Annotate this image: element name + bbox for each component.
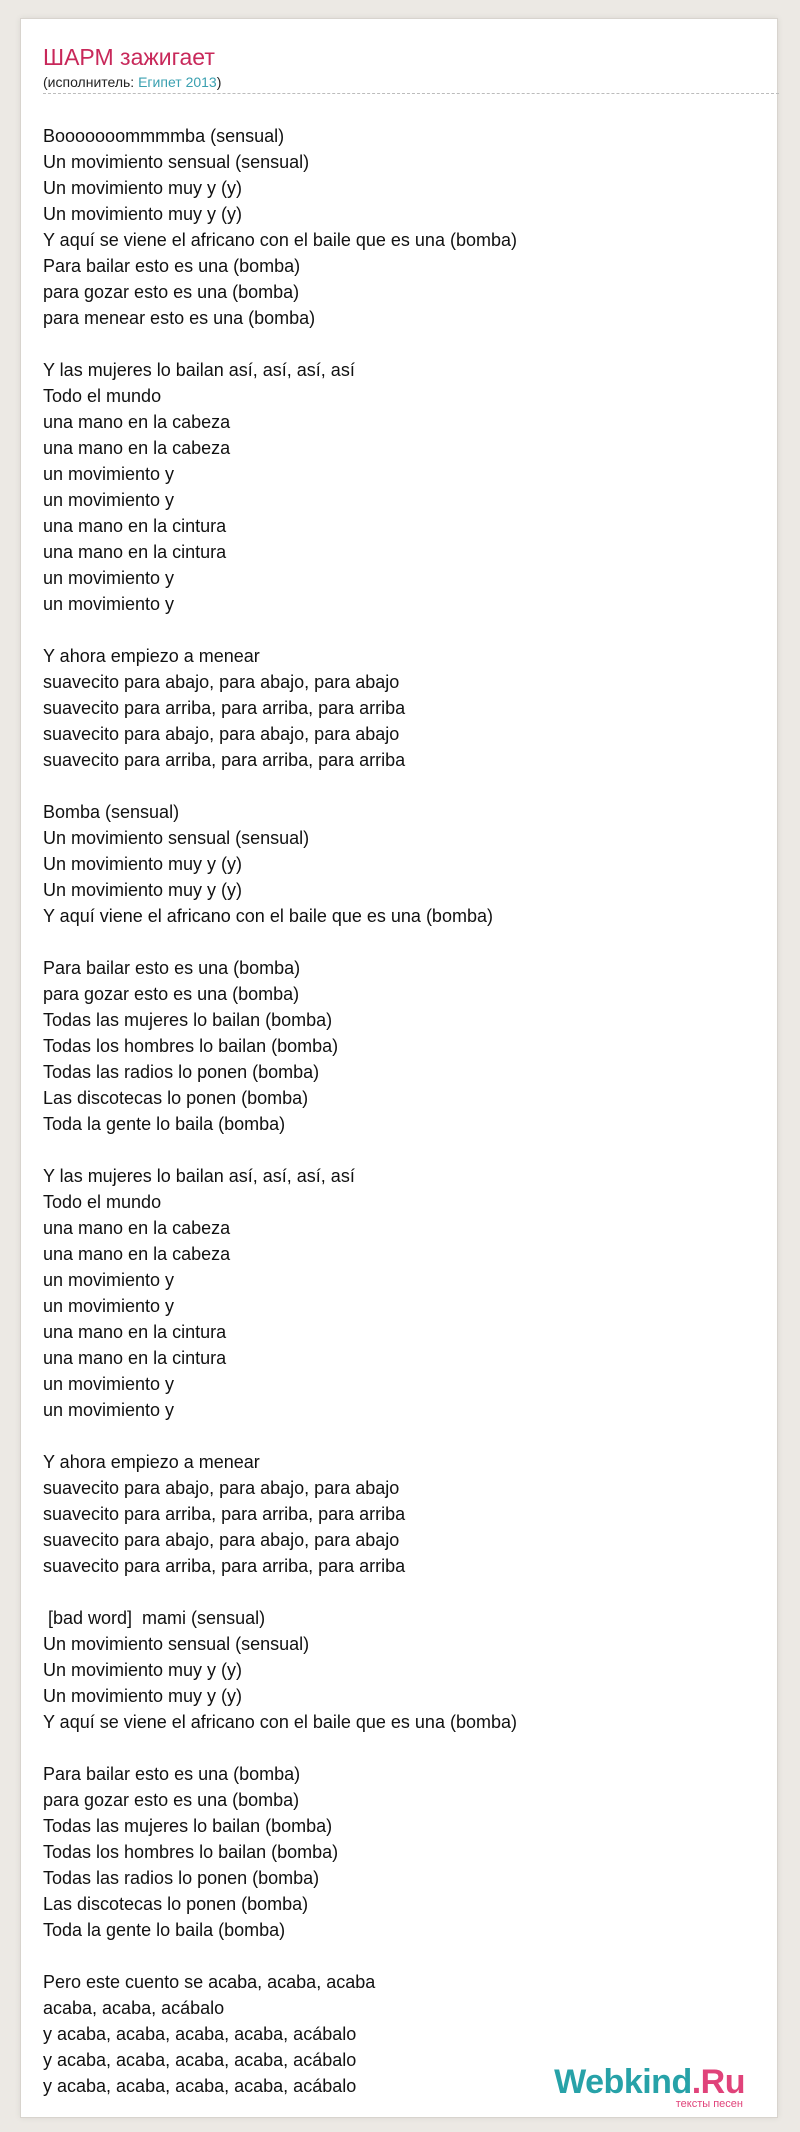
lyrics-line: un movimiento y xyxy=(43,1270,175,1290)
lyrics-line: un movimiento y xyxy=(43,568,175,588)
lyrics-line: Todas las mujeres lo bailan (bomba) xyxy=(43,1010,333,1030)
lyrics-line: Toda la gente lo baila (bomba) xyxy=(43,1920,286,1940)
lyrics-line: Todas las radios lo ponen (bomba) xyxy=(43,1062,320,1082)
lyrics-line: suavecito para arriba, para arriba, para arriba xyxy=(43,1556,406,1576)
lyrics-line: una mano en la cintura xyxy=(43,542,227,562)
performer-line xyxy=(43,73,221,91)
lyrics-line: Un movimiento muy y (y) xyxy=(43,178,243,198)
lyrics-line: Un movimiento sensual (sensual) xyxy=(43,1634,310,1654)
lyrics-line: Todas las radios lo ponen (bomba) xyxy=(43,1868,320,1888)
lyrics-line: suavecito para abajo, para abajo, para abajo xyxy=(43,672,400,692)
lyrics-line: Todas las mujeres lo bailan (bomba) xyxy=(43,1816,333,1836)
lyrics-blank-line xyxy=(43,1735,763,1761)
lyrics-line: Un movimiento muy y (y) xyxy=(43,854,243,874)
lyrics-line: suavecito para arriba, para arriba, para arriba xyxy=(43,750,406,770)
lyrics-line: Todo el mundo xyxy=(43,386,162,406)
lyrics-line: Toda la gente lo baila (bomba) xyxy=(43,1114,286,1134)
lyrics-blank-line xyxy=(43,1943,763,1969)
lyrics-line: para gozar esto es una (bomba) xyxy=(43,282,300,302)
lyrics-line: [bad word] mami (sensual) xyxy=(43,1608,266,1628)
lyrics-line: Y ahora empiezo a menear xyxy=(43,646,260,666)
lyrics-line: para gozar esto es una (bomba) xyxy=(43,984,300,1004)
lyrics-blank-line xyxy=(43,1137,763,1163)
lyrics-line: para menear esto es una (bomba) xyxy=(43,308,316,328)
logo-domain: .Ru xyxy=(691,2063,745,2101)
performer-prefix: (исполнитель: xyxy=(43,74,139,90)
lyrics-line: y acaba, acaba, acaba, acaba, acábalo xyxy=(43,2024,357,2044)
lyrics-line: un movimiento y xyxy=(43,1296,175,1316)
lyrics-line: una mano en la cabeza xyxy=(43,438,231,458)
lyrics-line: Un movimiento muy y (y) xyxy=(43,204,243,224)
lyrics-line: un movimiento y xyxy=(43,594,175,614)
lyrics-line: Las discotecas lo ponen (bomba) xyxy=(43,1894,309,1914)
lyrics-blank-line xyxy=(43,773,763,799)
lyrics-line: Para bailar esto es una (bomba) xyxy=(43,256,301,276)
lyrics-line: Y las mujeres lo bailan así, así, así, así xyxy=(43,360,355,380)
lyrics-line: Un movimiento muy y (y) xyxy=(43,880,243,900)
lyrics-line: y acaba, acaba, acaba, acaba, acábalo xyxy=(43,2076,357,2096)
lyrics-line: una mano en la cintura xyxy=(43,1348,227,1368)
lyrics-line: Un movimiento sensual (sensual) xyxy=(43,152,310,172)
lyrics-blank-line xyxy=(43,1579,763,1605)
lyrics-line: un movimiento y xyxy=(43,490,175,510)
lyrics-line: una mano en la cabeza xyxy=(43,1218,231,1238)
lyrics-line: Para bailar esto es una (bomba) xyxy=(43,1764,301,1784)
lyrics-line: Todas los hombres lo bailan (bomba) xyxy=(43,1036,339,1056)
lyrics-line: Y aquí viene el africano con el baile que es una (bomba) xyxy=(43,906,493,926)
lyrics-line: una mano en la cabeza xyxy=(43,412,231,432)
lyrics-line: Para bailar esto es una (bomba) xyxy=(43,958,301,978)
lyrics-line: una mano en la cintura xyxy=(43,516,227,536)
lyrics-line: y acaba, acaba, acaba, acaba, acábalo xyxy=(43,2050,357,2070)
lyrics-line: suavecito para abajo, para abajo, para abajo xyxy=(43,1530,400,1550)
lyrics-line: un movimiento y xyxy=(43,1400,175,1420)
site-logo[interactable] xyxy=(554,2064,745,2110)
lyrics-card xyxy=(20,18,778,2118)
lyrics-line: un movimiento y xyxy=(43,464,175,484)
lyrics-line: Pero este cuento se acaba, acaba, acaba xyxy=(43,1972,376,1992)
lyrics-blank-line xyxy=(43,929,763,955)
lyrics-line: Las discotecas lo ponen (bomba) xyxy=(43,1088,309,1108)
lyrics-line: suavecito para arriba, para arriba, para arriba xyxy=(43,698,406,718)
performer-link[interactable]: Египет 2013 xyxy=(138,74,217,90)
lyrics-line: una mano en la cintura xyxy=(43,1322,227,1342)
lyrics-blank-line xyxy=(43,331,763,357)
lyrics-line: Bomba (sensual) xyxy=(43,802,180,822)
lyrics-line: suavecito para abajo, para abajo, para abajo xyxy=(43,1478,400,1498)
lyrics-line: suavecito para arriba, para arriba, para arriba xyxy=(43,1504,406,1524)
lyrics-line: Y aquí se viene el africano con el baile que es una (bomba) xyxy=(43,1712,517,1732)
lyrics-line: Y ahora empiezo a menear xyxy=(43,1452,260,1472)
lyrics-blank-line xyxy=(43,617,763,643)
lyrics-line: para gozar esto es una (bomba) xyxy=(43,1790,300,1810)
title-divider xyxy=(43,93,779,94)
lyrics-line: Y aquí se viene el africano con el baile que es una (bomba) xyxy=(43,230,517,250)
lyrics-text xyxy=(43,123,763,2099)
logo-main: Webkind xyxy=(554,2063,692,2101)
lyrics-line: suavecito para abajo, para abajo, para abajo xyxy=(43,724,400,744)
lyrics-line: una mano en la cabeza xyxy=(43,1244,231,1264)
lyrics-line: Todo el mundo xyxy=(43,1192,162,1212)
lyrics-blank-line xyxy=(43,1423,763,1449)
lyrics-line: un movimiento y xyxy=(43,1374,175,1394)
lyrics-line: Un movimiento muy y (y) xyxy=(43,1660,243,1680)
lyrics-line: Todas los hombres lo bailan (bomba) xyxy=(43,1842,339,1862)
lyrics-line: acaba, acaba, acábalo xyxy=(43,1998,225,2018)
performer-suffix: ) xyxy=(216,74,222,90)
song-title: ШАРМ зажигает xyxy=(43,44,215,70)
lyrics-line: Booooooommmmba (sensual) xyxy=(43,126,285,146)
lyrics-line: Un movimiento muy y (y) xyxy=(43,1686,243,1706)
logo-tagline: тексты песен xyxy=(675,2098,743,2110)
lyrics-line: Un movimiento sensual (sensual) xyxy=(43,828,310,848)
lyrics-line: Y las mujeres lo bailan así, así, así, así xyxy=(43,1166,355,1186)
